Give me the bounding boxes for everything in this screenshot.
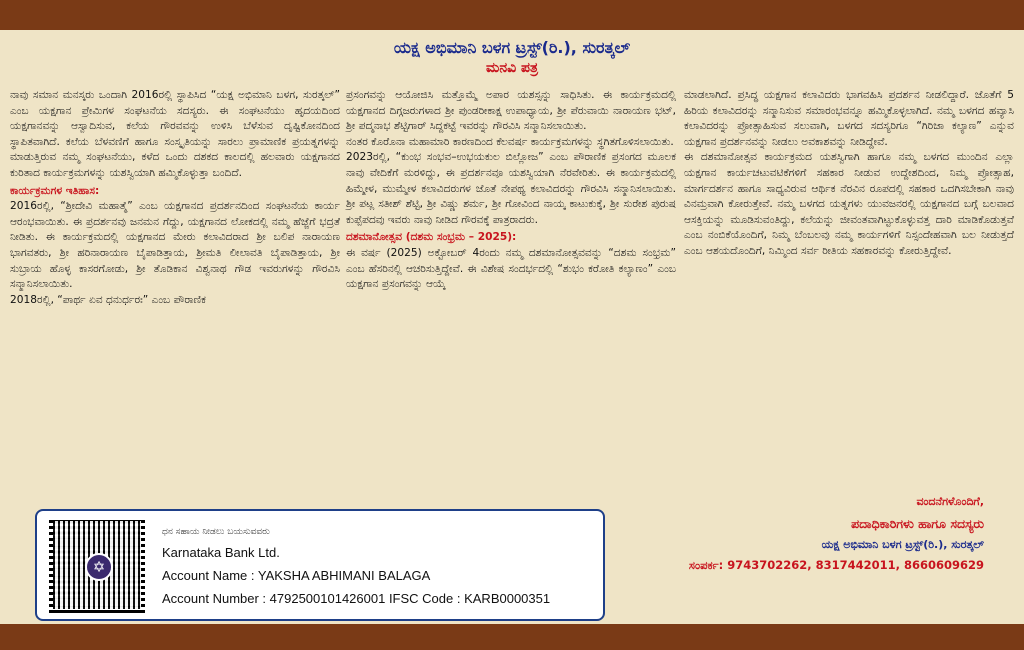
intro-paragraph: ನಾವು ಸಮಾನ ಮನಸ್ಕರು ಒಂದಾಗಿ 2016ರಲ್ಲಿ ಸ್ಥಾಪಿಸಿದ “ಯಕ್ಷ ಅಭಿಮಾನಿ ಬಳಗ, ಸುರತ್ಕಲ್” ಎಂಬ ಯಕ್ಷಗಾನ ಪ್ರೇಮಿಗಳ ಸಂಘಟನೆಯ ಸದಸ್ಯರು. ಈ ಸಂಘಟನೆಯು ಹೃದಯದಿಂದ ಯಕ್ಷಗಾನವನ್ನು ಆಸ್ವಾದಿಸುವ, ಕಲೆಯ ಗೌರವವನ್ನು ಉಳಿಸಿ ಬೆಳೆಸುವ ದೃಷ್ಟಿಕೋನದಿಂದ ಸ್ಥಾಪಿತವಾಗಿದೆ. ಕಲೆಯ ಬೆಳವಣಿಗೆ ಹಾಗೂ ಸಂಸ್ಕೃತಿಯನ್ನು ಸಾರಲು ಪ್ರಾಮಾಣಿಕ ಪ್ರಯತ್ನಗಳನ್ನು ಮಾಡುತ್ತಿರುವ ನಮ್ಮ ಸಂಘಟನೆಯು, ಕಳೆದ ಒಂದು ದಶಕದ ಕಾಲದಲ್ಲಿ ಹಲವಾರು ಯಕ್ಷಗಾನದ ಕುರಿತಾದ ಕಾರ್ಯಕ್ರಮಗಳನ್ನು ಯಶಸ್ವಿಯಾಗಿ ಹಮ್ಮಿಕೊಳ್ಳುತ್ತಾ ಬಂದಿದೆ.: [10, 89, 340, 179]
history-heading: ಕಾರ್ಯಕ್ರಮಗಳ ಇತಿಹಾಸ:: [10, 184, 100, 197]
signoff-office-bearers: ಪದಾಧಿಕಾರಿಗಳು ಹಾಗೂ ಸದಸ್ಯರು: [851, 516, 984, 531]
bank-name: Karnataka Bank Ltd.: [162, 545, 280, 560]
account-name: Account Name : YAKSHA ABHIMANI BALAGA: [162, 568, 431, 583]
text-column-3: [684, 88, 1014, 260]
appeal-paragraph: ಈ ದಶಮಾನೋತ್ಸವ ಕಾರ್ಯಕ್ರಮದ ಯಶಸ್ವಿಗಾಗಿ ಹಾಗೂ ನಮ್ಮ ಬಳಗದ ಮುಂದಿನ ಎಲ್ಲಾ ಯಕ್ಷಗಾನ ಕಾರ್ಯಚಟುವಟಿಕೆಗಳಿಗೆ ಸಹಕಾರ ನೀಡುವ ಉದ್ದೇಶದಿಂದ, ನಿಮ್ಮ ಪ್ರೋತ್ಸಾಹ, ಮಾರ್ಗದರ್ಶನ ಹಾಗೂ ಸಾಧ್ಯವಿರುವ ಆರ್ಥಿಕ ನೆರವಿನ ರೂಪದಲ್ಲಿ ಸಹಕಾರ ಒದಗಿಸಬೇಕಾಗಿ ನಾವು ವಿನಮ್ರವಾಗಿ ಕೋರುತ್ತೇವೆ. ನಮ್ಮ ಬಳಗದ ಯತ್ನಗಳು ಯುವಜನರಲ್ಲಿ ಯಕ್ಷಗಾನದ ಬಗ್ಗೆ ಬಲವಾದ ಆಸಕ್ತಿಯನ್ನು ಮೂಡಿಸುವಂತಿದ್ದು, ಕಲೆಯನ್ನು ಜೀವಂತವಾಗಿಟ್ಟುಕೊಳ್ಳುವತ್ತ ದಾರಿ ಮಾಡಿಕೊಡುತ್ತವೆ ಎಂಬ ನಂಬಿಕೆಯೊಂದಿಗೆ, ನಿಮ್ಮ ಬೆಂಬಲವು ನಮ್ಮ ಕಾರ್ಯಗಳಿಗೆ ನಿಸ್ಸಂದೇಹವಾಗಿ ಬಲ ನೀಡುತ್ತದೆ ಎಂಬ ಆಶಯದೊಂದಿಗೆ, ನಿಮ್ಮಿಂದ ಸರ್ವ ರೀತಿಯ ಸಹಕಾರವನ್ನು ಕೋರುತ್ತಿದ್ದೇವೆ.: [684, 151, 1014, 257]
anniversary-paragraph: ಈ ವರ್ಷ (2025) ಅಕ್ಟೋಬರ್ 4ರಂದು ನಮ್ಮ ದಶಮಾನೋತ್ಸವವನ್ನು “ದಶಮ ಸಂಭ್ರಮ” ಎಂಬ ಹೆಸರಿನಲ್ಲಿ ಆಚರಿಸುತ್ತಿದ್ದೇವೆ. ಈ ವಿಶೇಷ ಸಂದರ್ಭದಲ್ಲಿ “ಶುಭಂ ಕರೋತಿ ಕಲ್ಯಾಣಂ” ಎಂಬ ಯಕ್ಷಗಾನ ಪ್ರಸಂಗವನ್ನು ಆಯ್ಕೆ: [346, 246, 676, 291]
history-paragraph-2023: 2023ರಲ್ಲಿ, “ಕುಂಭ ಸಂಭವ–ಉಭಯಕುಲ ಬಿಲ್ಲೋಜ” ಎಂಬ ಪೌರಾಣಿಕ ಪ್ರಸಂಗದ ಮೂಲಕ ನಾವು ವೇದಿಕೆಗೆ ಮರಳಿದ್ದು, ಈ ಪ್ರದರ್ಶನವೂ ಯಶಸ್ವಿಯಾಗಿ ನೆರವೇರಿತು. ಈ ಕಾರ್ಯಕ್ರಮದಲ್ಲಿ ಹಿಮ್ಮೇಳ, ಮುಮ್ಮೇಳ ಕಲಾವಿದರುಗಳ ಜೊತೆ ನೇಪಥ್ಯ ಕಲಾವಿದರನ್ನು ಗೌರವಿಸಿ ಸನ್ಮಾನಿಸಲಾಯಿತು. ಶ್ರೀ ಪಟ್ಲ ಸತೀಶ್ ಶೆಟ್ಟಿ, ಶ್ರೀ ವಿಷ್ಣು ಶರ್ಮ, ಶ್ರೀ ಗೋವಿಂದ ನಾಯ್ಕ ಕಾಟುಕುಕ್ಕೆ, ಶ್ರೀ ಸುರೇಶ ಪುರುಷ ಕುಪ್ಪೆಪದವು ಇವರು ನಾವು ನೀಡಿದ ಗೌರವಕ್ಕೆ ಪಾತ್ರರಾದರು.: [346, 151, 676, 226]
anniversary-heading: ದಶಮಾನೋತ್ಸವ (ದಶಮ ಸಂಭ್ರಮ – 2025):: [346, 231, 517, 244]
anniversary-paragraph-cont: ಮಾಡಲಾಗಿದೆ. ಪ್ರಸಿದ್ಧ ಯಕ್ಷಗಾನ ಕಲಾವಿದರು ಭಾಗವಹಿಸಿ ಪ್ರದರ್ಶನ ನೀಡಲಿದ್ದಾರೆ. ಜೊತೆಗೆ 5 ಹಿರಿಯ ಕಲಾವಿದರನ್ನು ಸನ್ಮಾನಿಸುವ ಸಮಾರಂಭವನ್ನೂ ಹಮ್ಮಿಕೊಳ್ಳಲಾಗಿದೆ. ನಮ್ಮ ಬಳಗದ ಹವ್ಯಾಸಿ ಕಲಾವಿದರನ್ನು ಪ್ರೋತ್ಸಾಹಿಸುವ ಸಲುವಾಗಿ, ಬಳಗದ ಸದಸ್ಯರಿಗೂ “ಗಿರಿಜಾ ಕಲ್ಯಾಣ” ಎನ್ನುವ ಯಕ್ಷಗಾನ ಪ್ರದರ್ಶನವನ್ನು ನೀಡಲು ಅವಕಾಶವನ್ನು ನೀಡಿದ್ದೇವೆ.: [684, 89, 1014, 148]
letter-subtitle: ಮನವಿ ಪತ್ರ: [486, 60, 538, 76]
bank-details-card: [35, 509, 605, 621]
bottom-border-band: [0, 624, 1024, 650]
donation-note: ಧನ ಸಹಾಯ ನೀಡಲು ಬಯಸುವವರು: [162, 527, 270, 537]
history-paragraph-2018-cont: ಪ್ರಸಂಗವನ್ನು ಆಯೋಜಿಸಿ ಮತ್ತೊಮ್ಮೆ ಅಪಾರ ಯಶಸ್ಸನ್ನು ಸಾಧಿಸಿತು. ಈ ಕಾರ್ಯಕ್ರಮದಲ್ಲಿ ಯಕ್ಷಗಾನದ ದಿಗ್ಗಜರುಗಳಾದ ಶ್ರೀ ಪುಂಡರೀಕಾಕ್ಷ ಉಪಾಧ್ಯಾಯ, ಶ್ರೀ ಪೆರುವಾಯಿ ನಾರಾಯಣ ಭಟ್, ಶ್ರೀ ಪದ್ಮನಾಭ ಶೆಟ್ಟಿಗಾರ್ ಸಿದ್ದಕಟ್ಟೆ ಇವರನ್ನು ಗೌರವಿಸಿ ಸನ್ಮಾನಿಸಲಾಯಿತು.: [346, 89, 676, 133]
history-paragraph-2016: 2016ರಲ್ಲಿ, “ಶ್ರೀದೇವಿ ಮಹಾತ್ಮೆ” ಎಂಬ ಯಕ್ಷಗಾನದ ಪ್ರದರ್ಶನದಿಂದ ಸಂಘಟನೆಯ ಕಾರ್ಯ ಆರಂಭವಾಯಿತು. ಈ ಪ್ರದರ್ಶನವು ಜನಮನ ಗೆದ್ದು, ಯಕ್ಷಗಾನದ ಲೋಕದಲ್ಲಿ ನಮ್ಮ ಹೆಜ್ಜೆಗೆ ಭದ್ರತೆ ನೀಡಿತು. ಈ ಕಾರ್ಯಕ್ರಮದಲ್ಲಿ ಯಕ್ಷಗಾನದ ಮೇರು ಕಲಾವಿದರಾದ ಶ್ರೀ ಬಲಿಪ ನಾರಾಯಣ ಭಾಗವತರು, ಶ್ರೀ ಹರಿನಾರಾಯಣ ಬೈಪಾಡಿತ್ತಾಯ, ಶ್ರೀಮತಿ ಲೀಲಾವತಿ ಬೈಪಾಡಿತ್ತಾಯ, ಶ್ರೀ ಸುಬ್ರಾಯ ಹೊಳ್ಳ ಕಾಸರಗೋಡು, ಶ್ರೀ ತೊಡಿಕಾನ ವಿಶ್ವನಾಥ ಗೌಡ ಇವರುಗಳನ್ನು ಗೌರವಿಸಿ ಸನ್ಮಾನಿಸಲಾಯಿತು.: [10, 200, 340, 291]
corona-paragraph: ನಂತರ ಕೊರೊನಾ ಮಹಾಮಾರಿ ಕಾರಣದಿಂದ ಕೆಲವರ್ಷ ಕಾರ್ಯಕ್ರಮಗಳನ್ನು ಸ್ಥಗಿತಗೊಳಿಸಲಾಯಿತು.: [346, 135, 674, 148]
account-number-ifsc: Account Number : 4792500101426001 IFSC Code : KARB0000351: [162, 591, 551, 606]
letter-title: ಯಕ್ಷ ಅಭಿಮಾನಿ ಬಳಗ ಟ್ರಸ್ಟ್(ರಿ.), ಸುರತ್ಕಲ್: [393, 38, 631, 57]
signoff-organization: ಯಕ್ಷ ಅಭಿಮಾನಿ ಬಳಗ ಟ್ರಸ್ಟ್(ರಿ.), ಸುರತ್ಕಲ್: [821, 538, 984, 551]
text-column-2: [346, 88, 676, 293]
history-paragraph-2018: 2018ರಲ್ಲಿ, “ಪಾರ್ಥ ಏವ ಧನುರ್ಧರಃ” ಎಂಬ ಪೌರಾಣಿಕ: [10, 293, 206, 306]
qr-code-icon[interactable]: [49, 517, 145, 613]
karnataka-bank-logo-icon: ✡: [85, 553, 113, 581]
text-column-1: [10, 88, 340, 308]
contact-numbers: ಸಂಪರ್ಕ: 9743702262, 8317442011, 8660609629: [688, 558, 984, 572]
signoff-greeting: ವಂದನೆಗಳೊಂದಿಗೆ,: [916, 495, 984, 508]
top-border-band: [0, 0, 1024, 30]
